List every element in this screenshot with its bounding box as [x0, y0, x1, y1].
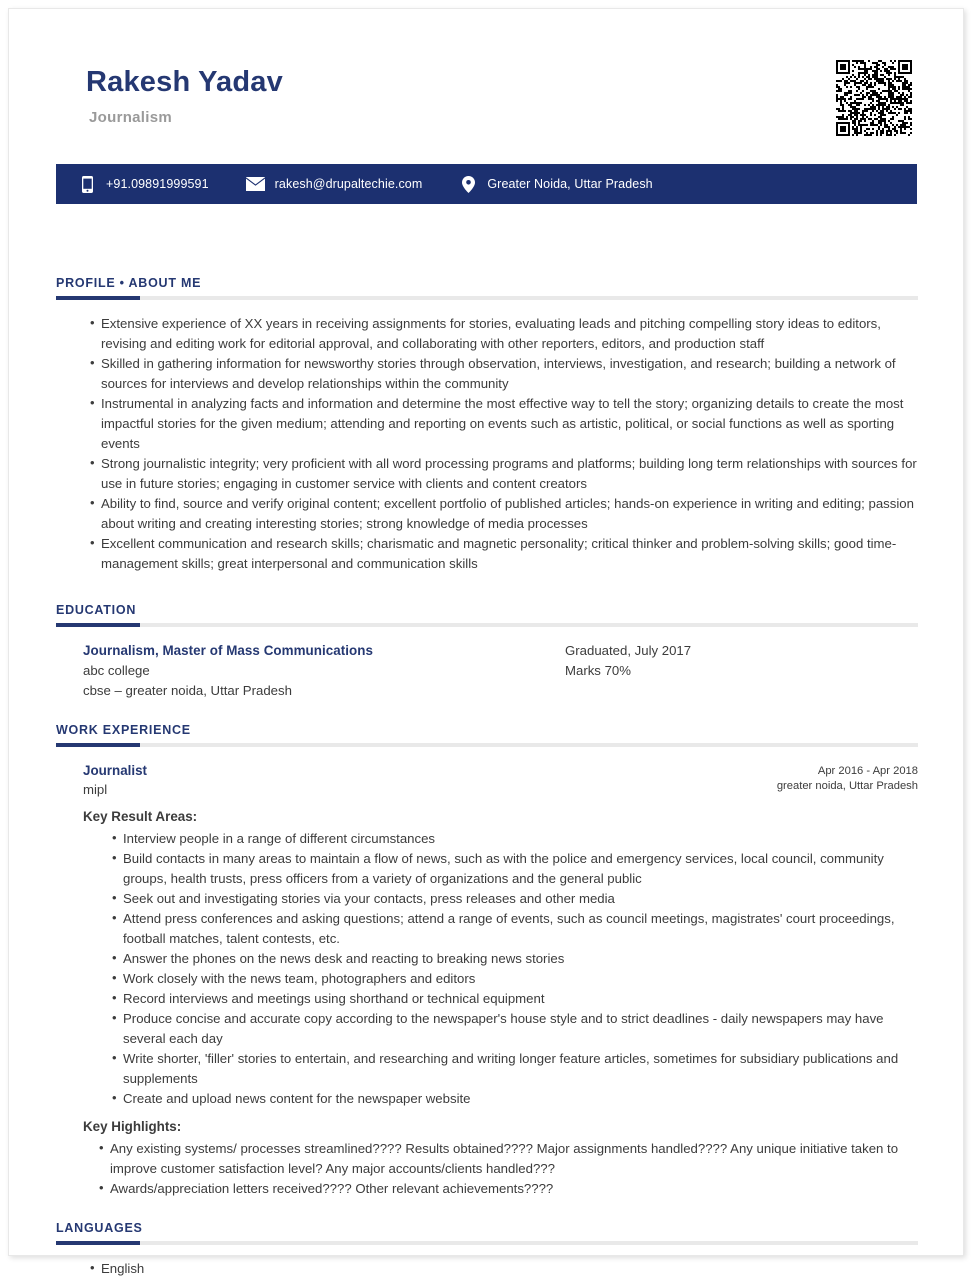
- list-item: • Any existing systems/ processes streamlined???? Results obtained???? Major assignments handled???? Any unique initiative taken to improve customer satisfaction level? Any major accounts/clients handled???: [99, 1139, 918, 1179]
- work-location: greater noida, Uttar Pradesh: [776, 780, 918, 792]
- candidate-headline: Journalism: [89, 109, 173, 126]
- section-rule: [56, 1241, 918, 1245]
- list-item: • Instrumental in analyzing facts and information and determine the most effective way to tell the story; organizing details to create the most impactful stories for the given medium; attending and reporting on events such as artistic, political, or social functions as well as sporting events: [90, 394, 918, 454]
- candidate-name: Rakesh Yadav: [86, 66, 283, 98]
- qr-code-icon[interactable]: [833, 57, 915, 139]
- work-dates: Apr 2016 - Apr 2018: [817, 765, 918, 777]
- phone-icon: [77, 174, 97, 194]
- list-item: • Extensive experience of XX years in receiving assignments for stories, evaluating leads and pitching compelling story ideas to editors, revising and editing work for editorial approval, and collaborating with other reporters, editors, and production staff: [90, 314, 918, 354]
- work-entry-left: [83, 761, 147, 799]
- contact-bar: [56, 164, 917, 204]
- list-item: • Write shorter, 'filler' stories to entertain, and researching and writing longer feature articles, sometimes for subsidiary publications and supplements: [112, 1049, 918, 1089]
- list-item: • Answer the phones on the news desk and reacting to breaking news stories: [112, 949, 918, 969]
- location-pin-icon: [458, 174, 478, 194]
- phone-value: +91.09891999591: [106, 177, 209, 191]
- education-school: abc college: [83, 663, 150, 678]
- list-item: • Attend press conferences and asking questions; attend a range of events, such as council meetings, magistrates' court proceedings, football matches, talent contests, etc.: [112, 909, 918, 949]
- work-entry-meta: [777, 761, 918, 794]
- contact-location[interactable]: [458, 164, 652, 204]
- section-rule: [56, 743, 918, 747]
- section-title-languages: LANGUAGES: [56, 1221, 143, 1235]
- section-languages: [56, 1221, 918, 1279]
- key-result-areas-label: Key Result Areas:: [83, 809, 198, 824]
- education-entry: [56, 641, 918, 701]
- education-degree: Journalism, Master of Mass Communications: [83, 643, 374, 658]
- mail-icon: [246, 174, 266, 194]
- section-title-education: EDUCATION: [56, 603, 137, 617]
- section-rule: [56, 623, 918, 627]
- languages-list: [56, 1259, 918, 1279]
- key-highlights-label: Key Highlights:: [83, 1119, 182, 1134]
- education-entry-left: [83, 641, 565, 701]
- education-marks: Marks 70%: [565, 663, 631, 678]
- location-value: Greater Noida, Uttar Pradesh: [487, 177, 653, 191]
- list-item: • Excellent communication and research skills; charismatic and magnetic personality; critical thinker and problem-solving skills; good time-management skills; great interpersonal and communication skills: [90, 534, 918, 574]
- section-education: [56, 603, 918, 701]
- list-item: • English: [90, 1259, 918, 1279]
- profile-bullet-list: [56, 314, 918, 574]
- resume-header: [9, 9, 963, 169]
- key-highlights-list: [56, 1139, 918, 1199]
- key-highlights-block: [56, 1119, 918, 1199]
- resume-body: [9, 204, 965, 1279]
- list-item: • Record interviews and meetings using shorthand or technical equipment: [112, 989, 918, 1009]
- contact-email[interactable]: [246, 164, 423, 204]
- work-job-title: Journalist: [83, 763, 147, 778]
- key-result-areas-list: [56, 829, 918, 1109]
- list-item: • Skilled in gathering information for newsworthy stories through observation, interviews, investigation, and research; building a network of sources for interviews and develop relationships within the community: [90, 354, 918, 394]
- list-item: • Build contacts in many areas to maintain a flow of news, such as with the police and emergency services, local council, community groups, health trusts, press officers from a variety of organizations and the general public: [112, 849, 918, 889]
- education-entry-right: [565, 641, 918, 701]
- email-value: rakesh@drupaltechie.com: [274, 177, 423, 191]
- list-item: • Create and upload news content for the newspaper website: [112, 1089, 918, 1109]
- list-item: • Seek out and investigating stories via your contacts, press releases and other media: [112, 889, 918, 909]
- section-title-profile: PROFILE • ABOUT ME: [56, 276, 202, 290]
- list-item: • Interview people in a range of different circumstances: [112, 829, 918, 849]
- contact-phone[interactable]: [77, 164, 209, 204]
- section-profile: [56, 204, 918, 574]
- section-title-work: WORK EXPERIENCE: [56, 723, 191, 737]
- list-item: • Produce concise and accurate copy according to the newspaper's house style and to strict deadlines - daily newspapers may have several each day: [112, 1009, 918, 1049]
- education-graduated: Graduated, July 2017: [565, 643, 692, 658]
- resume-sheet: [8, 8, 964, 1276]
- section-work-experience: [56, 723, 918, 1199]
- list-item: • Work closely with the news team, photographers and editors: [112, 969, 918, 989]
- list-item: • Awards/appreciation letters received???? Other relevant achievements????: [99, 1179, 918, 1199]
- section-rule: [56, 296, 918, 300]
- education-board-location: cbse – greater noida, Uttar Pradesh: [83, 683, 292, 698]
- work-entry-header: [56, 761, 918, 799]
- list-item: • Strong journalistic integrity; very proficient with all word processing programs and platforms; building long term relationships with sources for use in future stories; engaging in customer service with clients and content creators: [90, 454, 918, 494]
- work-company: mipl: [83, 782, 108, 797]
- list-item: • Ability to find, source and verify original content; excellent portfolio of published articles; hands-on experience in writing and editing; passion about writing and creating interesting stories; strong knowledge of media processes: [90, 494, 918, 534]
